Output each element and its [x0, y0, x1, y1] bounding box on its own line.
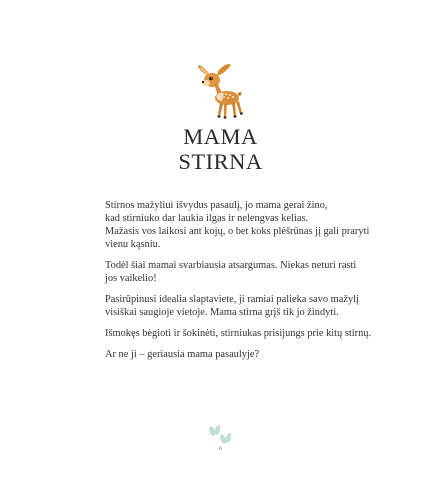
page-number: 6	[219, 446, 222, 452]
paragraph	[105, 327, 372, 340]
text-line: Stirnos mažyliui išvydus pasaulį, jo mama gerai žino,	[105, 200, 328, 211]
fawn-illustration	[196, 62, 246, 120]
text-line: vienu kąsniu.	[105, 239, 161, 250]
text-line: jos vaikelio!	[105, 273, 157, 284]
text-line: visiškai saugioje vietoje. Mama stirna grįš tik jo žindyti.	[105, 307, 339, 318]
paragraph	[105, 348, 355, 361]
paragraph	[105, 199, 370, 251]
text-line: kad stirniuko dar laukia ilgas ir nelengvas kelias.	[105, 213, 309, 224]
text-line: Išmokęs bėgioti ir šokinėti, stirniukas prisijungs prie kitų stirnų.	[105, 328, 372, 339]
text-line: Todėl šiai mamai svarbiausia atsargumas. Niekas neturi rasti	[105, 260, 357, 271]
title-line-1: MAMA	[183, 124, 258, 149]
paragraph	[105, 259, 355, 285]
paragraph	[105, 293, 359, 319]
hoofprint-icon	[205, 422, 235, 448]
text-line: Pasirūpinusi idealia slaptaviete, ji ramiai palieka savo mažylį	[105, 294, 359, 305]
page-title	[0, 124, 441, 174]
title-line-2: STIRNA	[178, 149, 263, 174]
text-line: Ar ne ji – geriausia mama pasaulyje?	[105, 349, 260, 360]
text-line: Mažasis vos laikosi ant kojų, o bet koks plėšrūnas jį gali praryti	[105, 226, 370, 237]
story-text	[105, 199, 372, 369]
